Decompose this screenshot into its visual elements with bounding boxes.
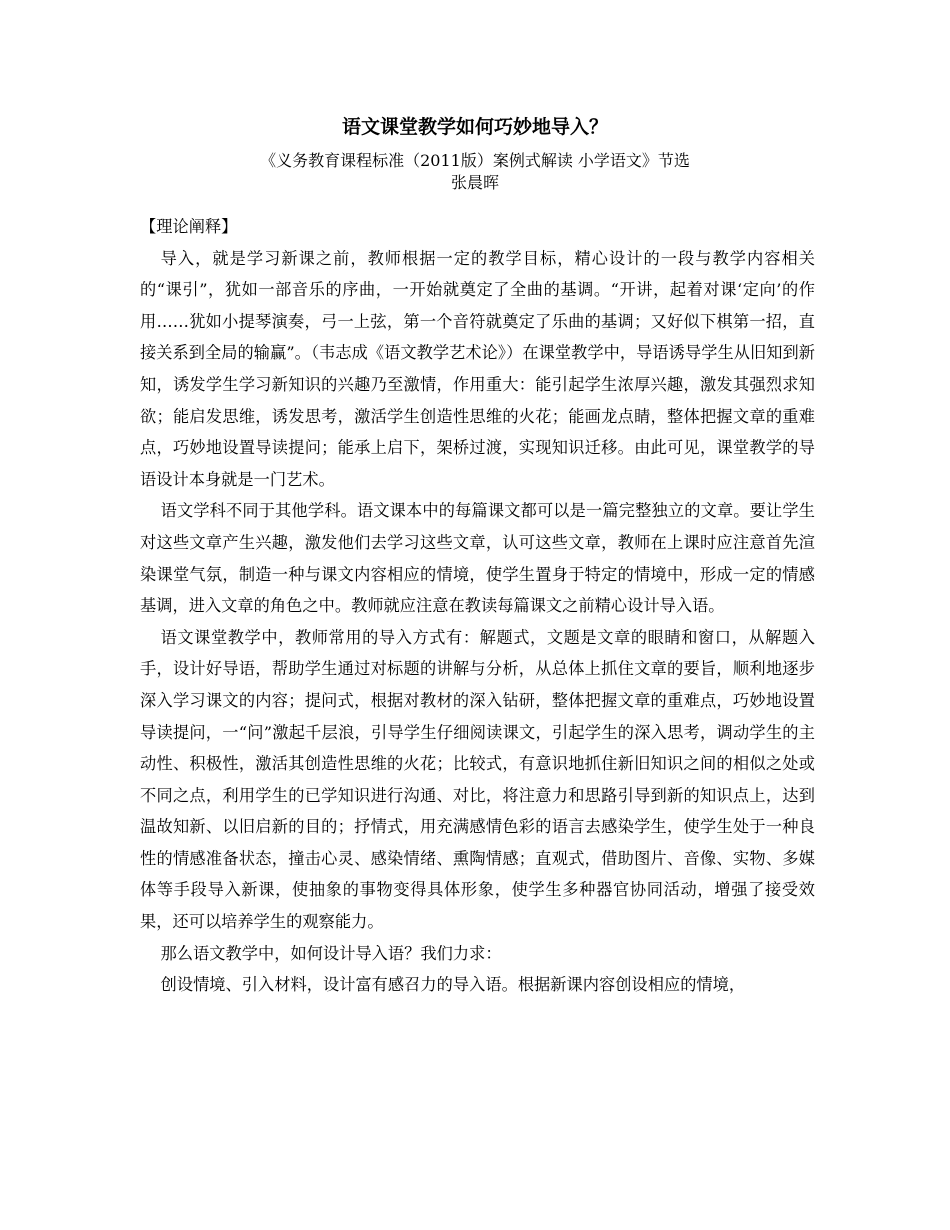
paragraph-1: 导入，就是学习新课之前，教师根据一定的教学目标，精心设计的一段与教学内容相关的“课引”，犹如一部音乐的序曲，一开始就奠定了全曲的基调。“开讲，起着对课‘定向’的作用……犹如小提琴演奏，弓一上弦，第一个音符就奠定了乐曲的基调；又好似下棋第一招，直接关系到全局的输赢”。（韦志成《语文教学艺术论》）在课堂教学中，导语诱导学生从旧知到新知，诱发学生学习新知识的兴趣乃至激情，作用重大：能引起学生浓厚兴趣，激发其强烈求知欲；能启发思维，诱发思考，激活学生创造性思维的火花；能画龙点睛，整体把握文章的重难点，巧妙地设置导读提问；能承上启下，架桥过渡，实现知识迁移。由此可见，课堂教学的导语设计本身就是一门艺术。 — [140, 248, 815, 489]
paragraph-2: 语文学科不同于其他学科。语文课本中的每篇课文都可以是一篇完整独立的文章。要让学生对这些文章产生兴趣，激发他们去学习这些文章，认可这些文章，教师在上课时应注意首先渲染课堂气氛，制造一种与课文内容相应的情境，使学生置身于特定的情境中，形成一定的情感基调，进入文章的角色之中。教师就应注意在教读每篇课文之前精心设计导入语。 — [140, 501, 815, 616]
document-title: 语文课堂教学如何巧妙地导入？ — [341, 116, 608, 138]
paragraph-3: 语文课堂教学中，教师常用的导入方式有：解题式，文题是文章的眼睛和窗口，从解题入手，设计好导语，帮助学生通过对标题的讲解与分析，从总体上抓住文章的要旨，顺利地逐步深入学习课文的内容；提问式，根据对教材的深入钻研，整体把握文章的重难点，巧妙地设置导读提问，一“问”激起千层浪，引导学生仔细阅读课文，引起学生的深入思考，调动学生的主动性、积极性，激活其创造性思维的火花；比较式，有意识地抓住新旧知识之间的相似之处或不同之点，利用学生的已学知识进行沟通、对比，将注意力和思路引导到新的知识点上，达到温故知新、以旧启新的目的；抒情式，用充满感情色彩的语言去感染学生，使学生处于一种良性的情感准备状态，撞击心灵、感染情绪、熏陶情感；直观式，借助图片、音像、实物、多媒体等手段导入新课，使抽象的事物变得具体形象，使学生多种器官协同活动，增强了接受效果，还可以培养学生的观察能力。 — [140, 627, 815, 932]
section-heading: 【理论阐释】 — [140, 217, 238, 236]
paragraph-5: 创设情境、引入材料，设计富有感召力的导入语。根据新课内容创设相应的情境， — [160, 975, 746, 995]
document-author: 张晨晖 — [450, 173, 499, 192]
paragraph-4: 那么语文教学中，如何设计导入语？我们力求： — [160, 943, 502, 963]
document-subtitle: 《义务教育课程标准（2011版）案例式解读 小学语文》节选 — [260, 151, 690, 170]
document-body — [140, 211, 815, 1001]
